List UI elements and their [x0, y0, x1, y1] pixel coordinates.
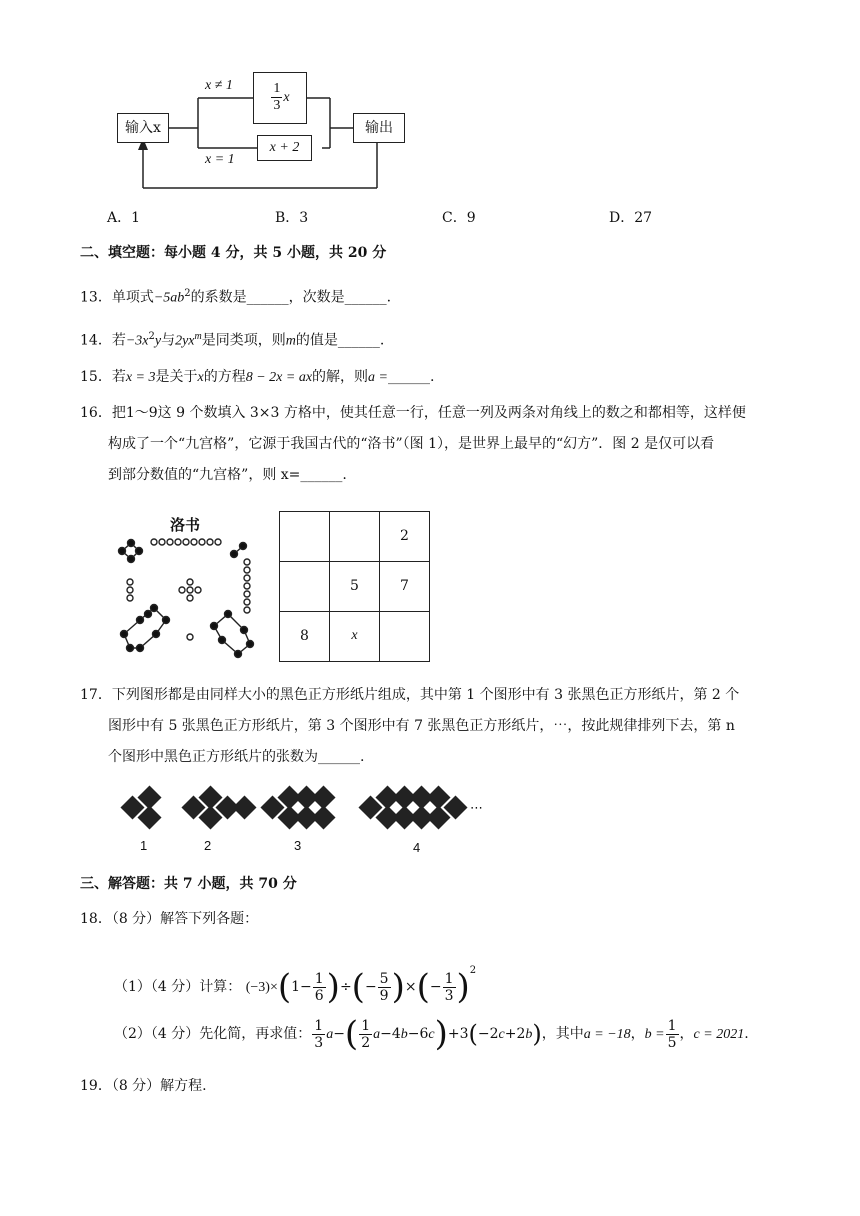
black-square: [311, 805, 335, 829]
luoshu-title: 洛书: [170, 516, 201, 534]
section-2-title: 二、填空题：每小题 4 分，共 5 小题，共 20 分: [80, 245, 387, 261]
one-third-denominator: 3: [273, 98, 281, 114]
grid-cell: [279, 511, 330, 562]
question-13: 13．单项式$-5ab^2$的系数是______，次数是______.: [80, 288, 392, 306]
grid-cell: [379, 611, 430, 662]
question-18-intro: 18．（8 分）解答下列各题：: [80, 911, 259, 927]
grid-cell: 8: [279, 611, 330, 662]
section-3-title: 三、解答题：共 7 小题，共 70 分: [80, 876, 297, 892]
pattern-label: 1: [140, 838, 148, 853]
question-19: 19．（8 分）解方程.: [80, 1078, 207, 1094]
option-b[interactable]: B．3: [275, 210, 309, 226]
question-15: 15．若x = 3是关于x的方程8 − 2x = ax的解，则a =______.: [80, 369, 435, 385]
pattern-label: 3: [294, 838, 302, 853]
condition-not-one: x ≠ 1: [205, 78, 233, 93]
one-third-numerator: 1: [273, 81, 281, 97]
question-17: 17．下列图形都是由同样大小的黑色正方形纸片组成，其中第 1 个图形中有 3 张黑色正方形纸片，第 2 个 图形中有 5 张黑色正方形纸片，第 3 个图形中有 7 张黑色正方形纸片，⋯，按此规律排列下去，第 n 个图形中黑色正方形纸片的张数为______.: [80, 687, 740, 765]
option-c[interactable]: C．9: [442, 210, 476, 226]
black-square: [232, 795, 256, 819]
one-third-var: x: [283, 90, 290, 105]
question-14: 14．若$-3x^2y$与$2yx^m$是同类项，则m的值是______.: [80, 331, 385, 349]
input-box: [117, 113, 169, 143]
grid-cell: [329, 511, 380, 562]
grid-cell: 7: [379, 561, 430, 612]
option-a[interactable]: A．1: [107, 210, 141, 226]
one-third-box: [253, 72, 307, 124]
plus-two-box: [257, 135, 312, 161]
question-16: 16．把1～9这 9 个数填入 3×3 方格中，使其任意一行，任意一列及两条对角线上的数之和都相等，这样便 构成了一个“九宫格”，它源于我国古代的“洛书”（图 1），是世界上最早的“幻方”．图 2 是仅可以看 到部分数值的“九宫格”，则 x=______.: [80, 405, 746, 483]
condition-equal-one: x = 1: [205, 152, 235, 167]
grid-cell: [279, 561, 330, 612]
input-label: 输入x: [125, 120, 161, 136]
plus-two-label: x + 2: [269, 140, 300, 155]
grid-cell: 2: [379, 511, 430, 562]
output-label: 输出: [365, 120, 393, 136]
grid-cell-x: x: [329, 611, 380, 662]
output-box: [353, 113, 405, 143]
grid-cell: 5: [329, 561, 380, 612]
luoshu-dots: [110, 530, 270, 665]
option-d[interactable]: D．27: [609, 210, 653, 226]
pattern-label: 2: [204, 838, 212, 853]
pattern-ellipsis: ⋯: [470, 800, 483, 815]
question-18-part-2: （2）（4 分）先化简，再求值： $\frac{1}{3}$ a−( $\frac{1}{2}$ a−4b−6c)+3(−2c+2b)，其中a = −18，b = $\frac{1}{5}$ ，c = 2021.: [114, 1014, 749, 1054]
question-18-part-1: （1）（4 分）计算： (−3)×(1− $\frac{1}{6}$ )÷(− $\frac{5}{9}$ )×(− $\frac{1}{3}$ )$^2$: [114, 965, 477, 1007]
pattern-label: 4: [413, 840, 421, 855]
